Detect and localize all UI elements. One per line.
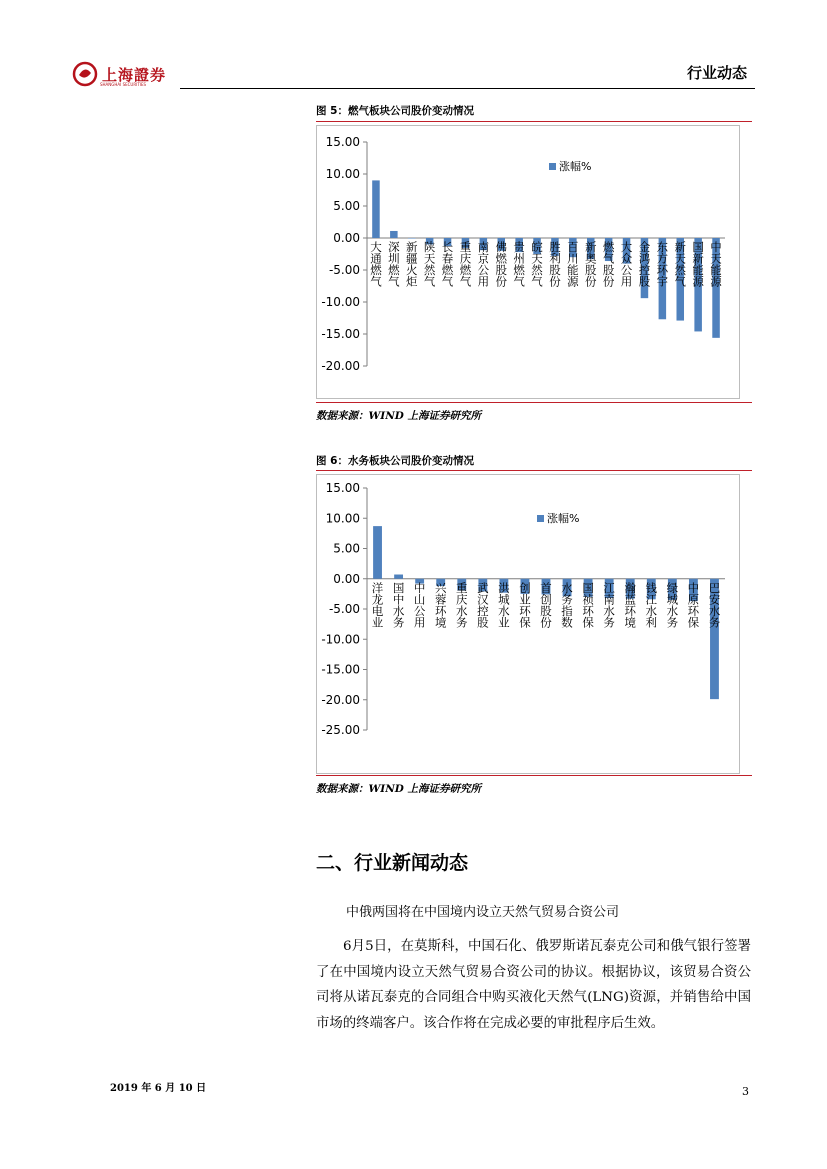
x-category-label: 长春燃气 <box>440 241 455 287</box>
news-title: 中俄两国将在中国境内设立天然气贸易合资公司 <box>346 905 620 920</box>
x-category-label: 武汉控股 <box>475 581 490 628</box>
x-category-label: 中原环保 <box>686 581 701 628</box>
x-category-label: 大众公用 <box>619 241 634 287</box>
figure-5-chart <box>316 125 740 399</box>
section-title: 二、行业新闻动态 <box>316 852 469 874</box>
y-tick-label: -5.00 <box>328 602 360 616</box>
x-category-label: 重庆水务 <box>454 581 469 628</box>
x-category-label: 钱江水利 <box>644 581 659 628</box>
figure-5-top-rule <box>316 121 752 122</box>
y-tick-label: 10.00 <box>325 511 360 526</box>
x-category-label: 胜利股份 <box>547 241 562 287</box>
logo-text: 上海證券 <box>102 65 167 84</box>
x-category-label: 贵州燃气 <box>512 241 527 287</box>
y-tick-label: 10.00 <box>325 167 360 181</box>
x-category-label: 兴蓉环境 <box>433 581 448 628</box>
x-category-label: 百川能源 <box>565 241 580 287</box>
x-category-label: 深圳燃气 <box>386 241 401 287</box>
x-category-label: 中山公用 <box>412 581 427 628</box>
x-category-label: 江南水务 <box>602 581 617 628</box>
figure-5-source: 数据来源：WIND 上海证券研究所 <box>316 410 482 422</box>
figure-6-bottom-rule <box>316 775 752 776</box>
bar <box>372 180 380 238</box>
y-tick-label: -25.00 <box>321 723 360 737</box>
x-category-label: 国中水务 <box>391 581 406 628</box>
x-category-label: 洋龙电业 <box>370 581 385 628</box>
water-stock-chart <box>317 475 739 773</box>
legend-swatch <box>549 163 556 170</box>
x-category-label: 国新能源 <box>691 241 706 287</box>
x-category-label: 首创股份 <box>539 581 553 628</box>
x-category-label: 新疆火炬 <box>404 241 419 287</box>
x-category-label: 新奥股份 <box>583 241 598 287</box>
x-category-label: 皖天然气 <box>530 241 545 287</box>
y-tick-label: -15.00 <box>321 662 360 677</box>
y-tick-label: -20.00 <box>321 692 360 707</box>
y-tick-label: 0.00 <box>333 231 360 245</box>
y-tick-label: -10.00 <box>321 632 360 647</box>
y-tick-label: 5.00 <box>333 541 360 556</box>
x-category-label: 水务指数 <box>560 581 575 628</box>
figure-5-caption: 图 5：燃气板块公司股价变动情况 <box>316 105 474 117</box>
x-category-label: 洪城水业 <box>496 581 511 628</box>
x-category-label: 巴安水务 <box>707 581 722 628</box>
x-category-label: 绿城水务 <box>665 581 680 628</box>
news-body: 6月5日，在莫斯科，中国石化、俄罗斯诺瓦泰克公司和俄气银行签署了在中国境内设立天然气贸易合资公司的协议。根据协议，该贸易合资公司将从诺瓦泰克的合同组合中购买液化天然气(LNG)资源，并销售给中国市场的终端客户。该合作将在完成必要的审批程序后生效。 <box>316 939 751 1031</box>
x-category-label: 瀚蓝环境 <box>623 581 638 628</box>
y-tick-label: 0.00 <box>333 571 360 586</box>
figure-6-top-rule <box>316 470 752 471</box>
legend-label: 涨幅% <box>559 160 592 173</box>
y-tick-label: -20.00 <box>321 359 360 373</box>
page-number: 3 <box>742 1085 749 1098</box>
header-rule <box>180 88 755 89</box>
x-category-label: 国祯环保 <box>581 581 596 628</box>
x-category-label: 重庆燃气 <box>458 241 473 287</box>
y-tick-label: 5.00 <box>333 199 360 213</box>
figure-6-chart <box>316 474 740 774</box>
header-section-title: 行业动态 <box>686 64 747 82</box>
x-category-label: 燃气股份 <box>601 241 616 287</box>
y-tick-label: 15.00 <box>325 135 360 149</box>
bar <box>390 231 398 238</box>
legend-label: 涨幅% <box>547 512 580 525</box>
x-category-label: 大通燃气 <box>368 241 383 287</box>
y-tick-label: -15.00 <box>321 327 360 341</box>
figure-6-caption: 图 6：水务板块公司股价变动情况 <box>316 455 474 467</box>
bar <box>394 575 403 579</box>
gas-stock-chart <box>317 126 739 398</box>
bar <box>373 526 382 579</box>
y-tick-label: 15.00 <box>325 481 360 495</box>
x-category-label: 南京公用 <box>476 241 491 287</box>
y-tick-label: -10.00 <box>321 295 360 309</box>
x-category-label: 东方环宇 <box>655 241 670 287</box>
x-category-label: 金鸿控股 <box>637 241 652 287</box>
figure-5-bottom-rule <box>316 402 752 403</box>
logo-emblem-icon <box>72 61 98 87</box>
x-category-label: 中天能源 <box>709 241 724 287</box>
figure-6-source: 数据来源：WIND 上海证券研究所 <box>316 783 482 795</box>
x-category-label: 佛燃股份 <box>494 241 509 287</box>
x-category-label: 新天然气 <box>673 241 688 287</box>
x-category-label: 陕天然气 <box>422 241 437 287</box>
x-category-label: 创业环保 <box>517 581 532 628</box>
footer-date: 2019 年 6 月 10 日 <box>110 1083 207 1094</box>
bar <box>408 238 416 239</box>
legend-swatch <box>537 515 544 522</box>
y-tick-label: -5.00 <box>328 263 360 277</box>
logo-subtitle: SHANGHAI SECURITIES <box>100 82 147 87</box>
